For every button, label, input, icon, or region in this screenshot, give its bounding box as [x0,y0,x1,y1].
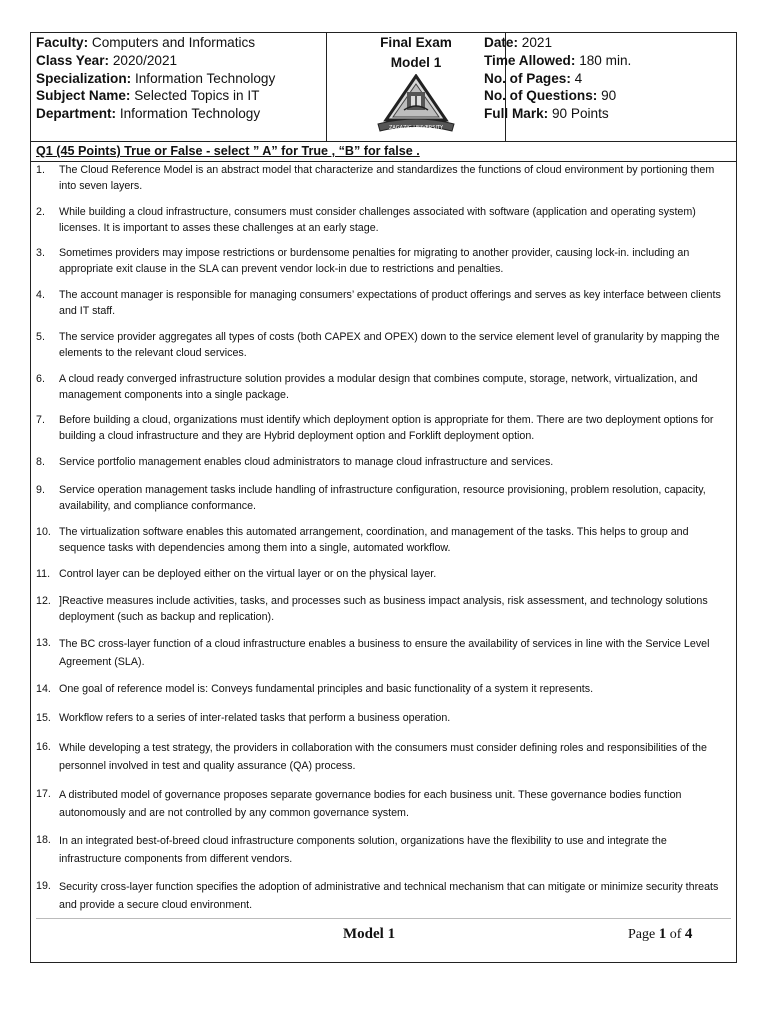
question-item: 15. Workflow refers to a series of inter-related tasks that perform a business operation. [36,712,451,724]
question-item: 2. While building a cloud infrastructure, consumers must consider challenges associated with software (application and operating system) licenses. It is important to asses these challenges at an early stage. [36,206,696,234]
question-item: 13. The BC cross-layer function of a cloud infrastructure enables a business to ensure the availability of services in line with the Service Level Agreement (SLA). [36,637,710,668]
class-year-line: Class Year: 2020/2021 [36,52,178,68]
header-center-column [326,32,506,142]
question-item: 5. The service provider aggregates all types of costs (both CAPEX and OPEX) down to the service element level of granularity by mapping the elements to the relevant cloud services. [36,331,720,359]
question-item: 6. A cloud ready converged infrastructure solution provides a modular design that combines compute, storage, network, virtualization, and management components into a single package. [36,373,698,401]
model-title: Model 1 [390,54,442,70]
footer-model: Model 1 [343,926,396,942]
question-item: 7. Before building a cloud, organizations must identify which deployment option is appropriate for them. There are two deployment options for building a cloud infrastructure and they are Hybrid deployment option and Forklift deployment option. [36,414,714,442]
header-left-column [36,34,326,123]
question-item: 10. The virtualization software enables this automated arrangement, coordination, and management of the tasks. This helps to group and sequence tasks with dependencies among them into a single, automated workflow. [36,526,689,554]
header-right-column [484,34,734,123]
question-item: 12. ]Reactive measures include activities, tasks, and processes such as business impact analysis, risk assessment, and technology solutions deployment (such as backup and replication). [36,595,708,623]
section-divider [30,161,737,162]
svg-text:ZAGAZIG UNIVERSITY: ZAGAZIG UNIVERSITY [388,124,444,131]
question-item: 9. Service operation management tasks include handling of infrastructure configuration, resource provisioning, problem resolution, capacity, availability, and compliance conformance. [36,484,706,512]
questions-line: No. of Questions: 90 [484,88,617,104]
time-allowed-line: Time Allowed: 180 min. [484,52,632,68]
exam-title: Final Exam [380,35,452,50]
question-item: 18. In an integrated best-of-breed cloud infrastructure components solution, organizations have the flexibility to use and integrate the infrastructure components from different vendors. [36,834,667,865]
question-item: 3. Sometimes providers may impose restrictions or burdensome penalties for migrating to another provider, causing lock-in. including an appropriate exit clause in the SLA can prevent vendor lock-in due to restrictions and penalties. [36,247,690,275]
department-line: Department: Information Technology [36,106,261,122]
faculty-line: Faculty: Computers and Informatics [36,35,256,50]
full-mark-line: Full Mark: 90 Points [484,106,609,122]
question-item: 1. The Cloud Reference Model is an abstract model that characterize and standardizes the functions of cloud environment by portioning them into seven layers. [36,164,715,192]
page-number: Page 1 of 4 [628,926,693,942]
specialization-line: Specialization: Information Technology [36,70,276,86]
date-line: Date: 2021 [484,35,553,50]
question-item: 4. The account manager is responsible for managing consumers’ expectations of product offerings and serves as key interface between clients and IT staff. [36,289,721,317]
question-item: 14. One goal of reference model is: Conveys fundamental principles and basic functionality of a system it represents. [36,683,594,695]
question-item: 17. A distributed model of governance proposes separate governance bodies for each business unit. These governance bodies function autonomously and are not controlled by any common governance system. [36,788,682,819]
section-title: Q1 (45 Points) True or False - select ” A” for True , “B” for false . [36,144,420,158]
university-logo-icon [374,74,458,132]
subject-line: Subject Name: Selected Topics in IT [36,88,260,104]
pages-line: No. of Pages: 4 [484,70,583,86]
question-item: 19. Security cross-layer function specifies the adoption of administrative and technical mechanism that can mitigate or minimize security threats and provide a secure cloud environment. [36,880,719,911]
question-item: 16. While developing a test strategy, the providers in collaboration with the consumers must consider defining roles and responsibilities of the personnel involved in test and quality assurance (QA) process. [36,741,707,772]
exam-header [30,32,737,142]
question-item: 8. Service portfolio management enables cloud administrators to manage cloud infrastructure and services. [36,456,554,468]
question-item: 11. Control layer can be deployed either on the virtual layer or on the physical layer. [36,568,437,580]
footer-divider [36,918,731,919]
